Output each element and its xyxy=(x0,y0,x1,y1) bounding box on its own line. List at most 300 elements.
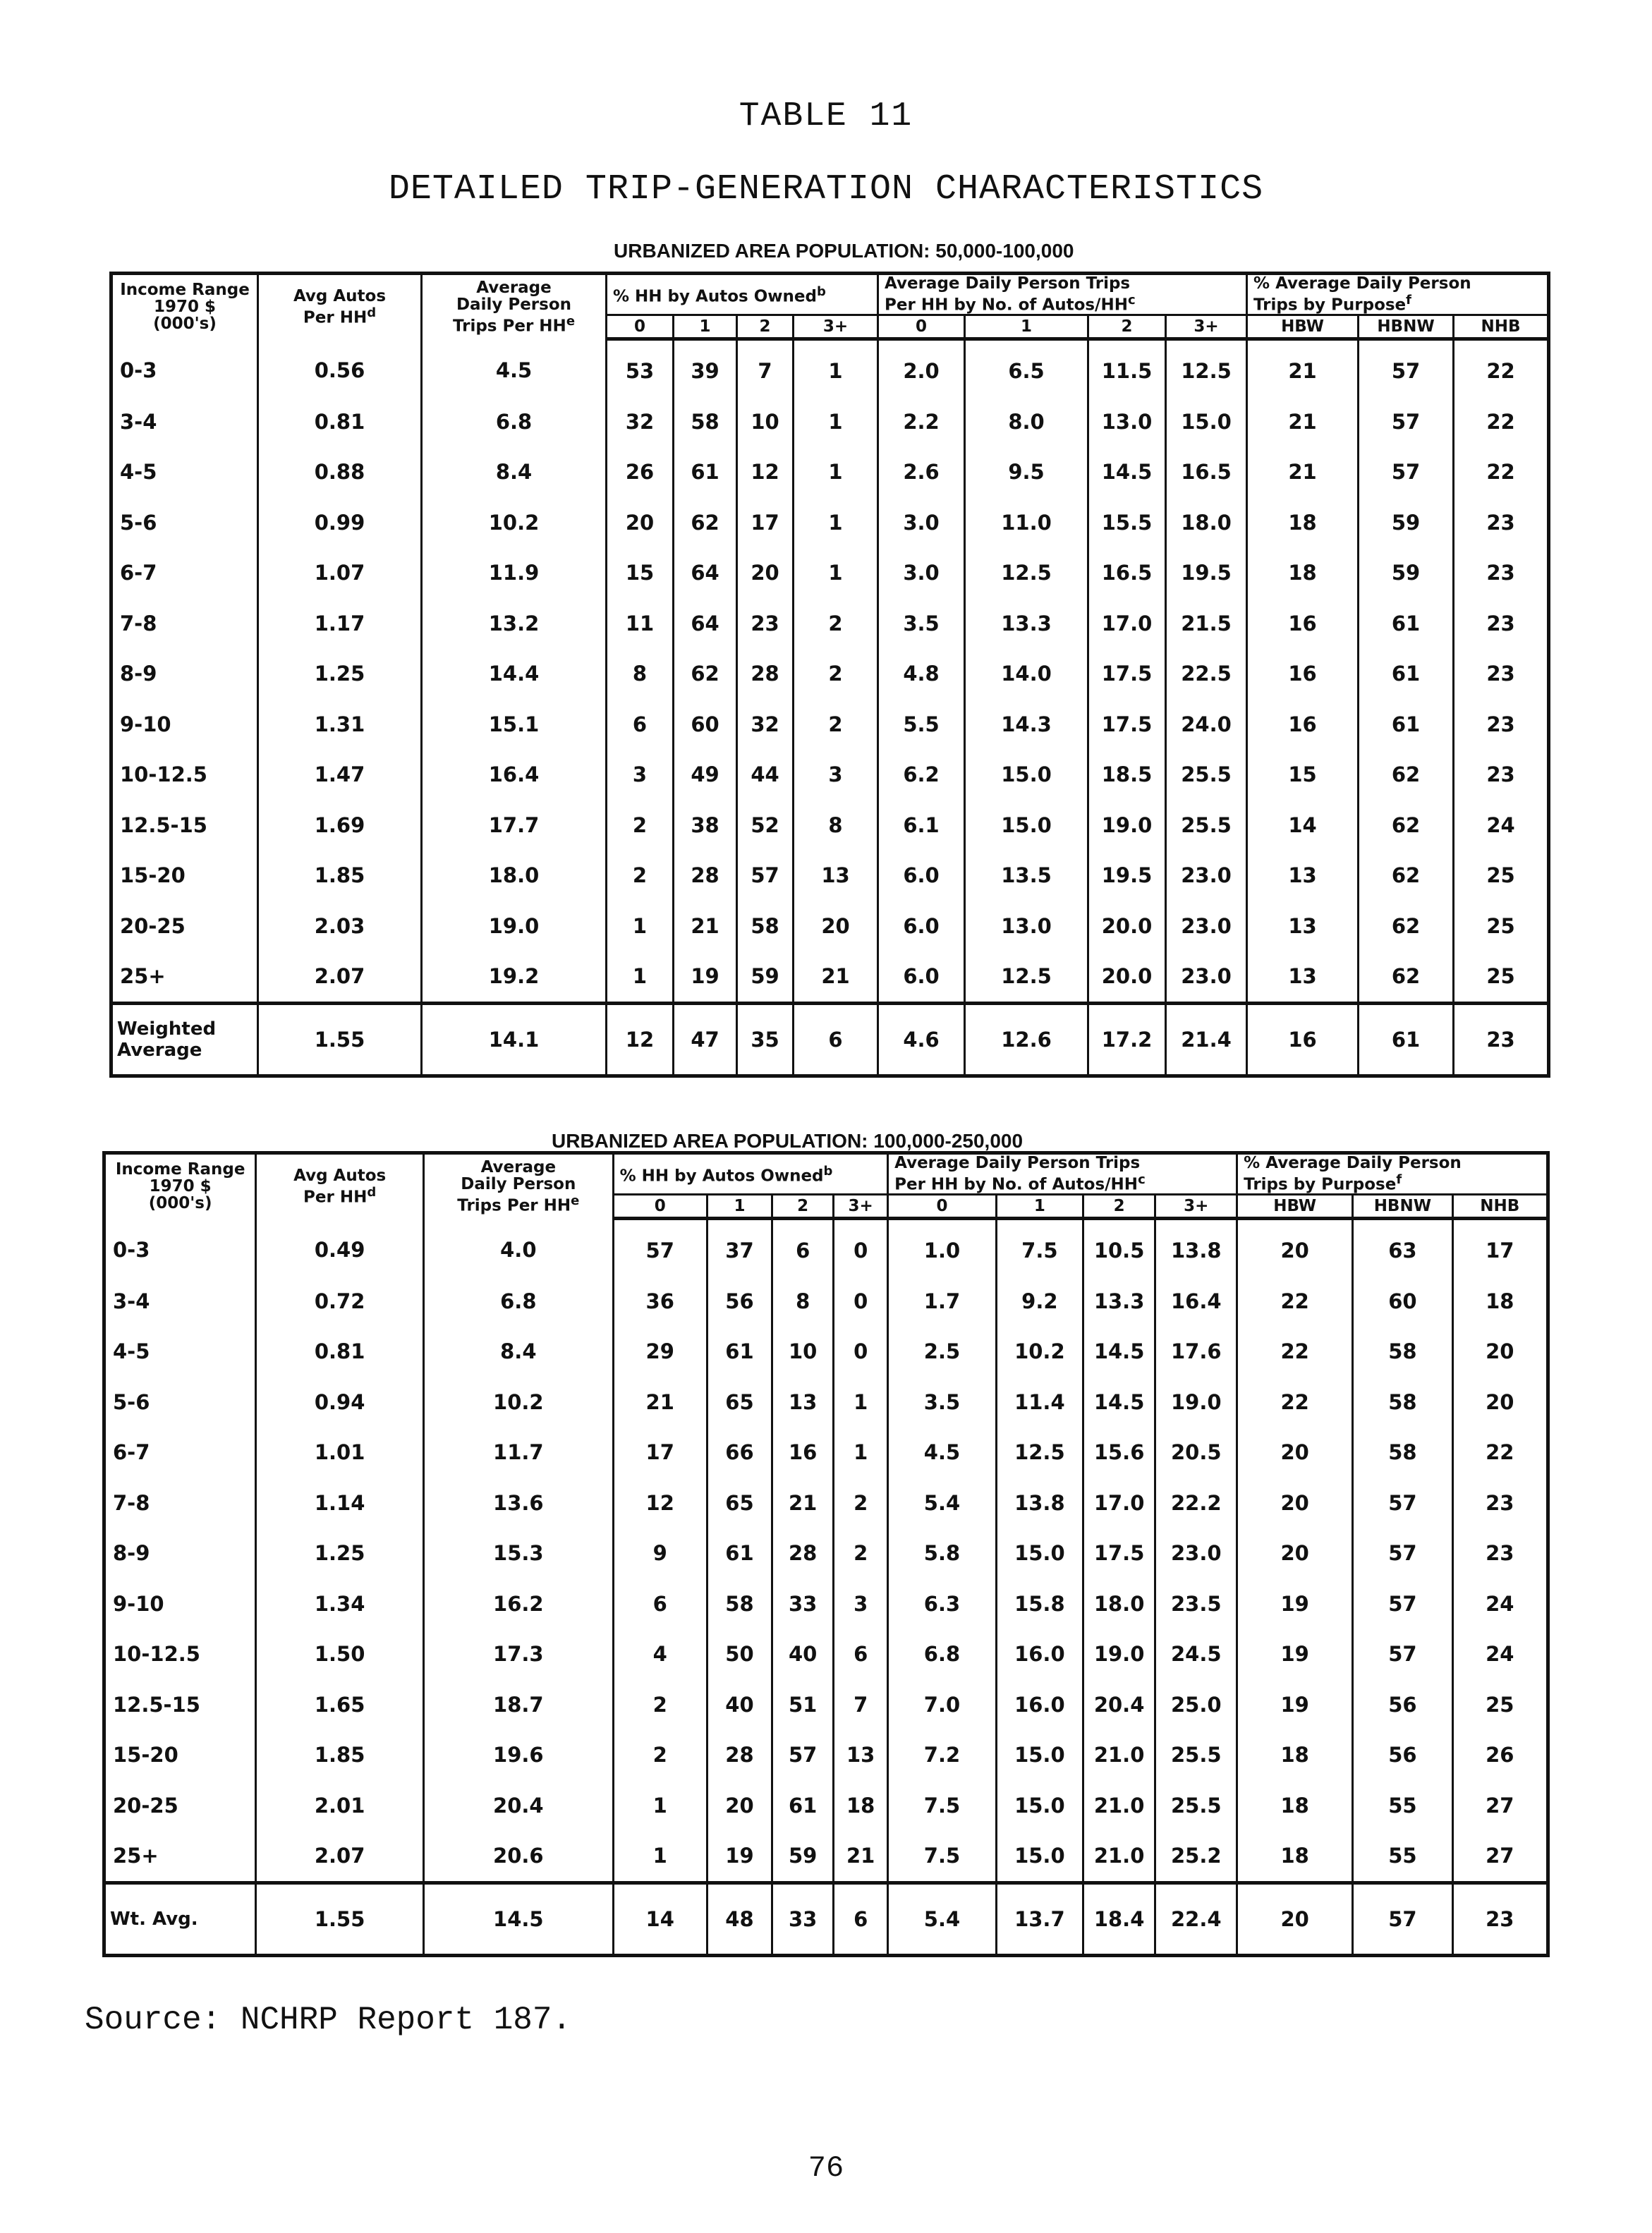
autos-per-hh-col: 0 xyxy=(878,315,965,339)
data-cell: 3 xyxy=(607,750,674,801)
header-row xyxy=(104,1153,1548,1195)
income-range-cell: 9-10 xyxy=(104,1578,256,1629)
income-range-cell: 12.5-15 xyxy=(104,1679,256,1730)
data-cell: 5.5 xyxy=(878,699,965,750)
data-cell: 27 xyxy=(1452,1780,1548,1831)
data-cell: 1.65 xyxy=(256,1679,424,1730)
data-cell: 57 xyxy=(613,1218,707,1276)
data-cell: 53 xyxy=(607,339,674,396)
data-cell: 38 xyxy=(674,800,737,851)
data-cell: 20 xyxy=(737,548,794,599)
average-cell: 6 xyxy=(834,1883,888,1956)
data-cell: 7.5 xyxy=(888,1780,997,1831)
data-cell: 1 xyxy=(794,548,878,599)
data-cell: 15 xyxy=(1247,750,1359,801)
data-cell: 21 xyxy=(1247,396,1359,447)
data-cell: 1.25 xyxy=(256,1528,424,1579)
data-cell: 21 xyxy=(834,1831,888,1883)
income-range-cell: 10-12.5 xyxy=(111,750,258,801)
average-cell: 57 xyxy=(1353,1883,1452,1956)
data-cell: 7.5 xyxy=(996,1218,1083,1276)
page-number: 76 xyxy=(808,2151,844,2185)
purpose-col: HBW xyxy=(1247,315,1359,339)
data-cell: 1.17 xyxy=(258,598,422,649)
data-cell: 2 xyxy=(794,699,878,750)
data-cell: 20 xyxy=(1452,1377,1548,1428)
source-note: Source: NCHRP Report 187. xyxy=(85,2002,572,2038)
data-cell: 57 xyxy=(1353,1578,1452,1629)
data-cell: 16.0 xyxy=(996,1629,1083,1680)
data-cell: 6.3 xyxy=(888,1578,997,1629)
autos-owned-col: 1 xyxy=(707,1194,772,1218)
trip-table-100k-250k xyxy=(102,1151,1550,1957)
data-cell: 25 xyxy=(1454,851,1549,901)
data-cell: 40 xyxy=(772,1629,834,1680)
table-row xyxy=(111,750,1549,801)
income-range-cell: 0-3 xyxy=(111,339,258,396)
data-cell: 61 xyxy=(674,447,737,498)
data-cell: 9.5 xyxy=(965,447,1088,498)
table-number: TABLE 11 xyxy=(739,97,913,135)
data-cell: 2 xyxy=(794,598,878,649)
average-cell: 35 xyxy=(737,1004,794,1076)
data-cell: 62 xyxy=(1359,951,1454,1004)
data-cell: 15.6 xyxy=(1083,1428,1155,1478)
data-cell: 1 xyxy=(613,1831,707,1883)
data-cell: 13.0 xyxy=(1088,396,1166,447)
data-cell: 1.25 xyxy=(258,649,422,700)
data-cell: 33 xyxy=(772,1578,834,1629)
data-cell: 12 xyxy=(613,1478,707,1528)
data-cell: 57 xyxy=(737,851,794,901)
avg-daily-trips-header: Average Daily Person Trips Per $HH^e$ xyxy=(422,274,607,339)
data-cell: 17.5 xyxy=(1083,1528,1155,1579)
table-row xyxy=(104,1831,1548,1883)
data-cell: 8 xyxy=(607,649,674,700)
data-cell: 21 xyxy=(794,951,878,1004)
data-cell: 9.2 xyxy=(996,1276,1083,1327)
data-cell: 17.5 xyxy=(1088,699,1166,750)
data-cell: 1 xyxy=(613,1780,707,1831)
data-cell: 2 xyxy=(794,649,878,700)
table-row xyxy=(104,1327,1548,1377)
data-cell: 16.4 xyxy=(1155,1276,1237,1327)
weighted-average-label: Wt. Avg. xyxy=(104,1883,256,1956)
data-cell: 62 xyxy=(1359,901,1454,951)
data-cell: 23.0 xyxy=(1166,901,1247,951)
income-range-cell: 7-8 xyxy=(111,598,258,649)
table-row xyxy=(104,1730,1548,1781)
income-range-cell: 6-7 xyxy=(111,548,258,599)
data-cell: 10.2 xyxy=(996,1327,1083,1377)
data-cell: 25 xyxy=(1452,1679,1548,1730)
data-cell: 3.0 xyxy=(878,548,965,599)
data-cell: 1.31 xyxy=(258,699,422,750)
data-cell: 18 xyxy=(1452,1276,1548,1327)
data-cell: 6 xyxy=(607,699,674,750)
data-cell: 58 xyxy=(1353,1428,1452,1478)
data-cell: 1.69 xyxy=(258,800,422,851)
data-cell: 18 xyxy=(1237,1730,1353,1781)
table-row xyxy=(104,1276,1548,1327)
data-cell: 64 xyxy=(674,598,737,649)
data-cell: 1.0 xyxy=(888,1218,997,1276)
data-cell: 19 xyxy=(1237,1679,1353,1730)
data-cell: 2 xyxy=(607,800,674,851)
data-cell: 21.5 xyxy=(1166,598,1247,649)
data-cell: 18 xyxy=(1237,1780,1353,1831)
data-cell: 18.0 xyxy=(1166,497,1247,548)
data-cell: 1 xyxy=(794,447,878,498)
data-cell: 2.0 xyxy=(878,339,965,396)
data-cell: 2 xyxy=(607,851,674,901)
autos-owned-col: 2 xyxy=(737,315,794,339)
data-cell: 3 xyxy=(834,1578,888,1629)
data-cell: 19.5 xyxy=(1166,548,1247,599)
data-cell: 13.0 xyxy=(965,901,1088,951)
data-cell: 63 xyxy=(1353,1218,1452,1276)
data-cell: 28 xyxy=(772,1528,834,1579)
income-range-cell: 25+ xyxy=(111,951,258,1004)
table-row xyxy=(111,649,1549,700)
income-range-cell: 15-20 xyxy=(104,1730,256,1781)
autos-per-hh-col: 1 xyxy=(996,1194,1083,1218)
data-cell: 20 xyxy=(1452,1327,1548,1377)
data-cell: 23 xyxy=(1454,497,1549,548)
income-range-cell: 3-4 xyxy=(111,396,258,447)
data-cell: 1.7 xyxy=(888,1276,997,1327)
table-row xyxy=(104,1377,1548,1428)
table-row xyxy=(104,1578,1548,1629)
data-cell: 19.5 xyxy=(1088,851,1166,901)
data-cell: 23 xyxy=(1454,649,1549,700)
autos-owned-col: 3+ xyxy=(834,1194,888,1218)
data-cell: 6.0 xyxy=(878,951,965,1004)
data-cell: 19.2 xyxy=(422,951,607,1004)
income-range-cell: 15-20 xyxy=(111,851,258,901)
data-cell: 16.0 xyxy=(996,1679,1083,1730)
data-cell: 1.34 xyxy=(256,1578,424,1629)
data-cell: 2.01 xyxy=(256,1780,424,1831)
data-cell: 19.6 xyxy=(424,1730,614,1781)
data-cell: 20.5 xyxy=(1155,1428,1237,1478)
table-row xyxy=(111,901,1549,951)
data-cell: 17 xyxy=(1452,1218,1548,1276)
data-cell: 59 xyxy=(737,951,794,1004)
average-cell: 20 xyxy=(1237,1883,1353,1956)
data-cell: 52 xyxy=(737,800,794,851)
data-cell: 22 xyxy=(1454,447,1549,498)
data-cell: 19 xyxy=(674,951,737,1004)
income-range-header: Income Range 1970 $ (000's) xyxy=(104,1153,256,1219)
average-cell: 17.2 xyxy=(1088,1004,1166,1076)
data-cell: 11.7 xyxy=(424,1428,614,1478)
income-range-cell: 7-8 xyxy=(104,1478,256,1528)
data-cell: 15.0 xyxy=(996,1831,1083,1883)
average-cell: 22.4 xyxy=(1155,1883,1237,1956)
data-cell: 20 xyxy=(1237,1478,1353,1528)
weighted-average-row xyxy=(104,1883,1548,1956)
data-cell: 13 xyxy=(794,851,878,901)
data-cell: 3.5 xyxy=(888,1377,997,1428)
average-cell: 47 xyxy=(674,1004,737,1076)
data-cell: 13.3 xyxy=(1083,1276,1155,1327)
income-range-cell: 20-25 xyxy=(104,1780,256,1831)
income-range-cell: 8-9 xyxy=(104,1528,256,1579)
data-cell: 59 xyxy=(1359,548,1454,599)
data-cell: 12.5 xyxy=(1166,339,1247,396)
data-cell: 3.0 xyxy=(878,497,965,548)
data-cell: 20.0 xyxy=(1088,951,1166,1004)
data-cell: 29 xyxy=(613,1327,707,1377)
data-cell: 25.5 xyxy=(1166,750,1247,801)
data-cell: 4 xyxy=(613,1629,707,1680)
average-cell: 5.4 xyxy=(888,1883,997,1956)
data-cell: 28 xyxy=(707,1730,772,1781)
data-cell: 0.81 xyxy=(258,396,422,447)
autos-per-hh-col: 2 xyxy=(1083,1194,1155,1218)
data-cell: 61 xyxy=(772,1780,834,1831)
data-cell: 15.8 xyxy=(996,1578,1083,1629)
data-cell: 5.8 xyxy=(888,1528,997,1579)
data-cell: 25.2 xyxy=(1155,1831,1237,1883)
data-cell: 10.5 xyxy=(1083,1218,1155,1276)
data-cell: 32 xyxy=(737,699,794,750)
data-cell: 10.2 xyxy=(424,1377,614,1428)
trip-table-50k-100k xyxy=(109,272,1550,1078)
data-cell: 15.0 xyxy=(996,1780,1083,1831)
data-cell: 20.4 xyxy=(1083,1679,1155,1730)
table-row xyxy=(111,851,1549,901)
data-cell: 13 xyxy=(772,1377,834,1428)
data-cell: 1.85 xyxy=(258,851,422,901)
table-row xyxy=(104,1780,1548,1831)
data-cell: 23 xyxy=(1454,598,1549,649)
autos-per-hh-col: 2 xyxy=(1088,315,1166,339)
data-cell: 11.4 xyxy=(996,1377,1083,1428)
data-cell: 49 xyxy=(674,750,737,801)
weighted-average-row xyxy=(111,1004,1549,1076)
data-cell: 62 xyxy=(674,497,737,548)
data-cell: 0.81 xyxy=(256,1327,424,1377)
data-cell: 10.2 xyxy=(422,497,607,548)
data-cell: 13.3 xyxy=(965,598,1088,649)
data-cell: 16.5 xyxy=(1166,447,1247,498)
average-cell: 12.6 xyxy=(965,1004,1088,1076)
average-cell: 4.6 xyxy=(878,1004,965,1076)
table-row xyxy=(111,548,1549,599)
data-cell: 22.5 xyxy=(1166,649,1247,700)
data-cell: 11.0 xyxy=(965,497,1088,548)
data-cell: 58 xyxy=(1353,1327,1452,1377)
data-cell: 18.0 xyxy=(422,851,607,901)
autos-owned-col: 3+ xyxy=(794,315,878,339)
average-cell: 61 xyxy=(1359,1004,1454,1076)
autos-per-hh-col: 3+ xyxy=(1155,1194,1237,1218)
data-cell: 17.3 xyxy=(424,1629,614,1680)
data-cell: 58 xyxy=(1353,1377,1452,1428)
income-range-cell: 5-6 xyxy=(104,1377,256,1428)
data-cell: 6.1 xyxy=(878,800,965,851)
data-cell: 18 xyxy=(834,1780,888,1831)
data-cell: 55 xyxy=(1353,1831,1452,1883)
data-cell: 6.8 xyxy=(422,396,607,447)
data-cell: 14.3 xyxy=(965,699,1088,750)
data-cell: 28 xyxy=(674,851,737,901)
income-range-cell: 20-25 xyxy=(111,901,258,951)
population-label-1: URBANIZED AREA POPULATION: 50,000-100,000 xyxy=(614,240,1074,262)
data-cell: 25.5 xyxy=(1166,800,1247,851)
data-cell: 14.5 xyxy=(1088,447,1166,498)
data-cell: 20 xyxy=(707,1780,772,1831)
data-cell: 57 xyxy=(1353,1629,1452,1680)
data-cell: 19 xyxy=(1237,1578,1353,1629)
income-range-header: Income Range 1970 $ (000's) xyxy=(111,274,258,339)
trips-per-hh-by-autos-header: Average Daily Person Trips Per HH by No. of Autos/$HH^c$ xyxy=(878,274,1247,315)
data-cell: 13 xyxy=(834,1730,888,1781)
autos-per-hh-col: 0 xyxy=(888,1194,997,1218)
data-cell: 17.7 xyxy=(422,800,607,851)
trips-by-purpose-header: % Average Daily Person Trips by Purpose$^f$ xyxy=(1247,274,1549,315)
pct-hh-by-autos-header: % HH by Autos Owned$^b$ xyxy=(607,274,878,315)
data-cell: 7 xyxy=(834,1679,888,1730)
table-row xyxy=(104,1528,1548,1579)
data-cell: 6.0 xyxy=(878,851,965,901)
data-cell: 23.0 xyxy=(1155,1528,1237,1579)
data-cell: 24.5 xyxy=(1155,1629,1237,1680)
data-cell: 61 xyxy=(1359,598,1454,649)
data-cell: 20 xyxy=(1237,1528,1353,1579)
data-cell: 11 xyxy=(607,598,674,649)
data-cell: 1.50 xyxy=(256,1629,424,1680)
data-cell: 12 xyxy=(737,447,794,498)
trips-by-purpose-header: % Average Daily Person Trips by Purpose$^f$ xyxy=(1237,1153,1548,1195)
average-cell: 14 xyxy=(613,1883,707,1956)
data-cell: 26 xyxy=(1452,1730,1548,1781)
average-cell: 23 xyxy=(1452,1883,1548,1956)
data-cell: 13.5 xyxy=(965,851,1088,901)
data-cell: 15.0 xyxy=(996,1730,1083,1781)
data-cell: 1.47 xyxy=(258,750,422,801)
table-row xyxy=(104,1478,1548,1528)
autos-owned-col: 1 xyxy=(674,315,737,339)
data-cell: 6.5 xyxy=(965,339,1088,396)
data-cell: 23 xyxy=(737,598,794,649)
data-cell: 57 xyxy=(1359,447,1454,498)
average-cell: 1.55 xyxy=(258,1004,422,1076)
data-cell: 58 xyxy=(737,901,794,951)
income-range-cell: 25+ xyxy=(104,1831,256,1883)
data-cell: 18.7 xyxy=(424,1679,614,1730)
data-cell: 16 xyxy=(1247,699,1359,750)
data-cell: 0.56 xyxy=(258,339,422,396)
data-cell: 13 xyxy=(1247,901,1359,951)
table-row xyxy=(104,1218,1548,1276)
data-cell: 62 xyxy=(1359,851,1454,901)
data-cell: 24 xyxy=(1452,1578,1548,1629)
average-cell: 12 xyxy=(607,1004,674,1076)
purpose-col: HBNW xyxy=(1353,1194,1452,1218)
data-cell: 0 xyxy=(834,1218,888,1276)
data-cell: 18 xyxy=(1247,497,1359,548)
data-cell: 51 xyxy=(772,1679,834,1730)
data-cell: 22 xyxy=(1454,396,1549,447)
data-cell: 4.5 xyxy=(888,1428,997,1478)
data-cell: 1 xyxy=(834,1428,888,1478)
data-cell: 23.0 xyxy=(1166,951,1247,1004)
data-cell: 14.4 xyxy=(422,649,607,700)
data-cell: 10 xyxy=(772,1327,834,1377)
data-cell: 2.2 xyxy=(878,396,965,447)
average-cell: 48 xyxy=(707,1883,772,1956)
data-cell: 14.5 xyxy=(1083,1327,1155,1377)
data-cell: 61 xyxy=(707,1528,772,1579)
data-cell: 61 xyxy=(1359,699,1454,750)
avg-autos-header: Avg Autos Per $HH^d$ xyxy=(256,1153,424,1219)
data-cell: 6.2 xyxy=(878,750,965,801)
avg-autos-header: Avg Autos Per $HH^d$ xyxy=(258,274,422,339)
data-cell: 7.5 xyxy=(888,1831,997,1883)
data-cell: 3 xyxy=(794,750,878,801)
data-cell: 15.0 xyxy=(965,800,1088,851)
data-cell: 22 xyxy=(1452,1428,1548,1478)
data-cell: 20.0 xyxy=(1088,901,1166,951)
data-cell: 19.0 xyxy=(422,901,607,951)
data-cell: 22 xyxy=(1454,339,1549,396)
table-row xyxy=(111,598,1549,649)
income-range-cell: 6-7 xyxy=(104,1428,256,1478)
data-cell: 1 xyxy=(607,901,674,951)
header-row xyxy=(111,274,1549,315)
data-cell: 6.8 xyxy=(888,1629,997,1680)
data-cell: 56 xyxy=(707,1276,772,1327)
data-cell: 13 xyxy=(1247,851,1359,901)
average-cell: 1.55 xyxy=(256,1883,424,1956)
data-cell: 14.5 xyxy=(1083,1377,1155,1428)
data-cell: 60 xyxy=(674,699,737,750)
data-cell: 8.0 xyxy=(965,396,1088,447)
data-cell: 8 xyxy=(794,800,878,851)
data-cell: 10 xyxy=(737,396,794,447)
data-cell: 23 xyxy=(1454,699,1549,750)
data-cell: 23.5 xyxy=(1155,1578,1237,1629)
table-row xyxy=(104,1679,1548,1730)
income-range-cell: 5-6 xyxy=(111,497,258,548)
average-cell: 14.5 xyxy=(424,1883,614,1956)
data-cell: 23 xyxy=(1452,1528,1548,1579)
data-cell: 50 xyxy=(707,1629,772,1680)
income-range-cell: 4-5 xyxy=(111,447,258,498)
data-cell: 20 xyxy=(1237,1218,1353,1276)
data-cell: 1.85 xyxy=(256,1730,424,1781)
data-cell: 1 xyxy=(794,497,878,548)
data-cell: 20.4 xyxy=(424,1780,614,1831)
data-cell: 7.2 xyxy=(888,1730,997,1781)
data-cell: 15.1 xyxy=(422,699,607,750)
data-cell: 62 xyxy=(1359,800,1454,851)
average-cell: 21.4 xyxy=(1166,1004,1247,1076)
data-cell: 13.8 xyxy=(1155,1218,1237,1276)
data-cell: 66 xyxy=(707,1428,772,1478)
data-cell: 6 xyxy=(834,1629,888,1680)
income-range-cell: 4-5 xyxy=(104,1327,256,1377)
data-cell: 65 xyxy=(707,1478,772,1528)
pct-hh-by-autos-header: % HH by Autos Owned$^b$ xyxy=(613,1153,888,1195)
data-cell: 2 xyxy=(834,1478,888,1528)
data-cell: 17.6 xyxy=(1155,1327,1237,1377)
data-cell: 22.2 xyxy=(1155,1478,1237,1528)
average-cell: 18.4 xyxy=(1083,1883,1155,1956)
